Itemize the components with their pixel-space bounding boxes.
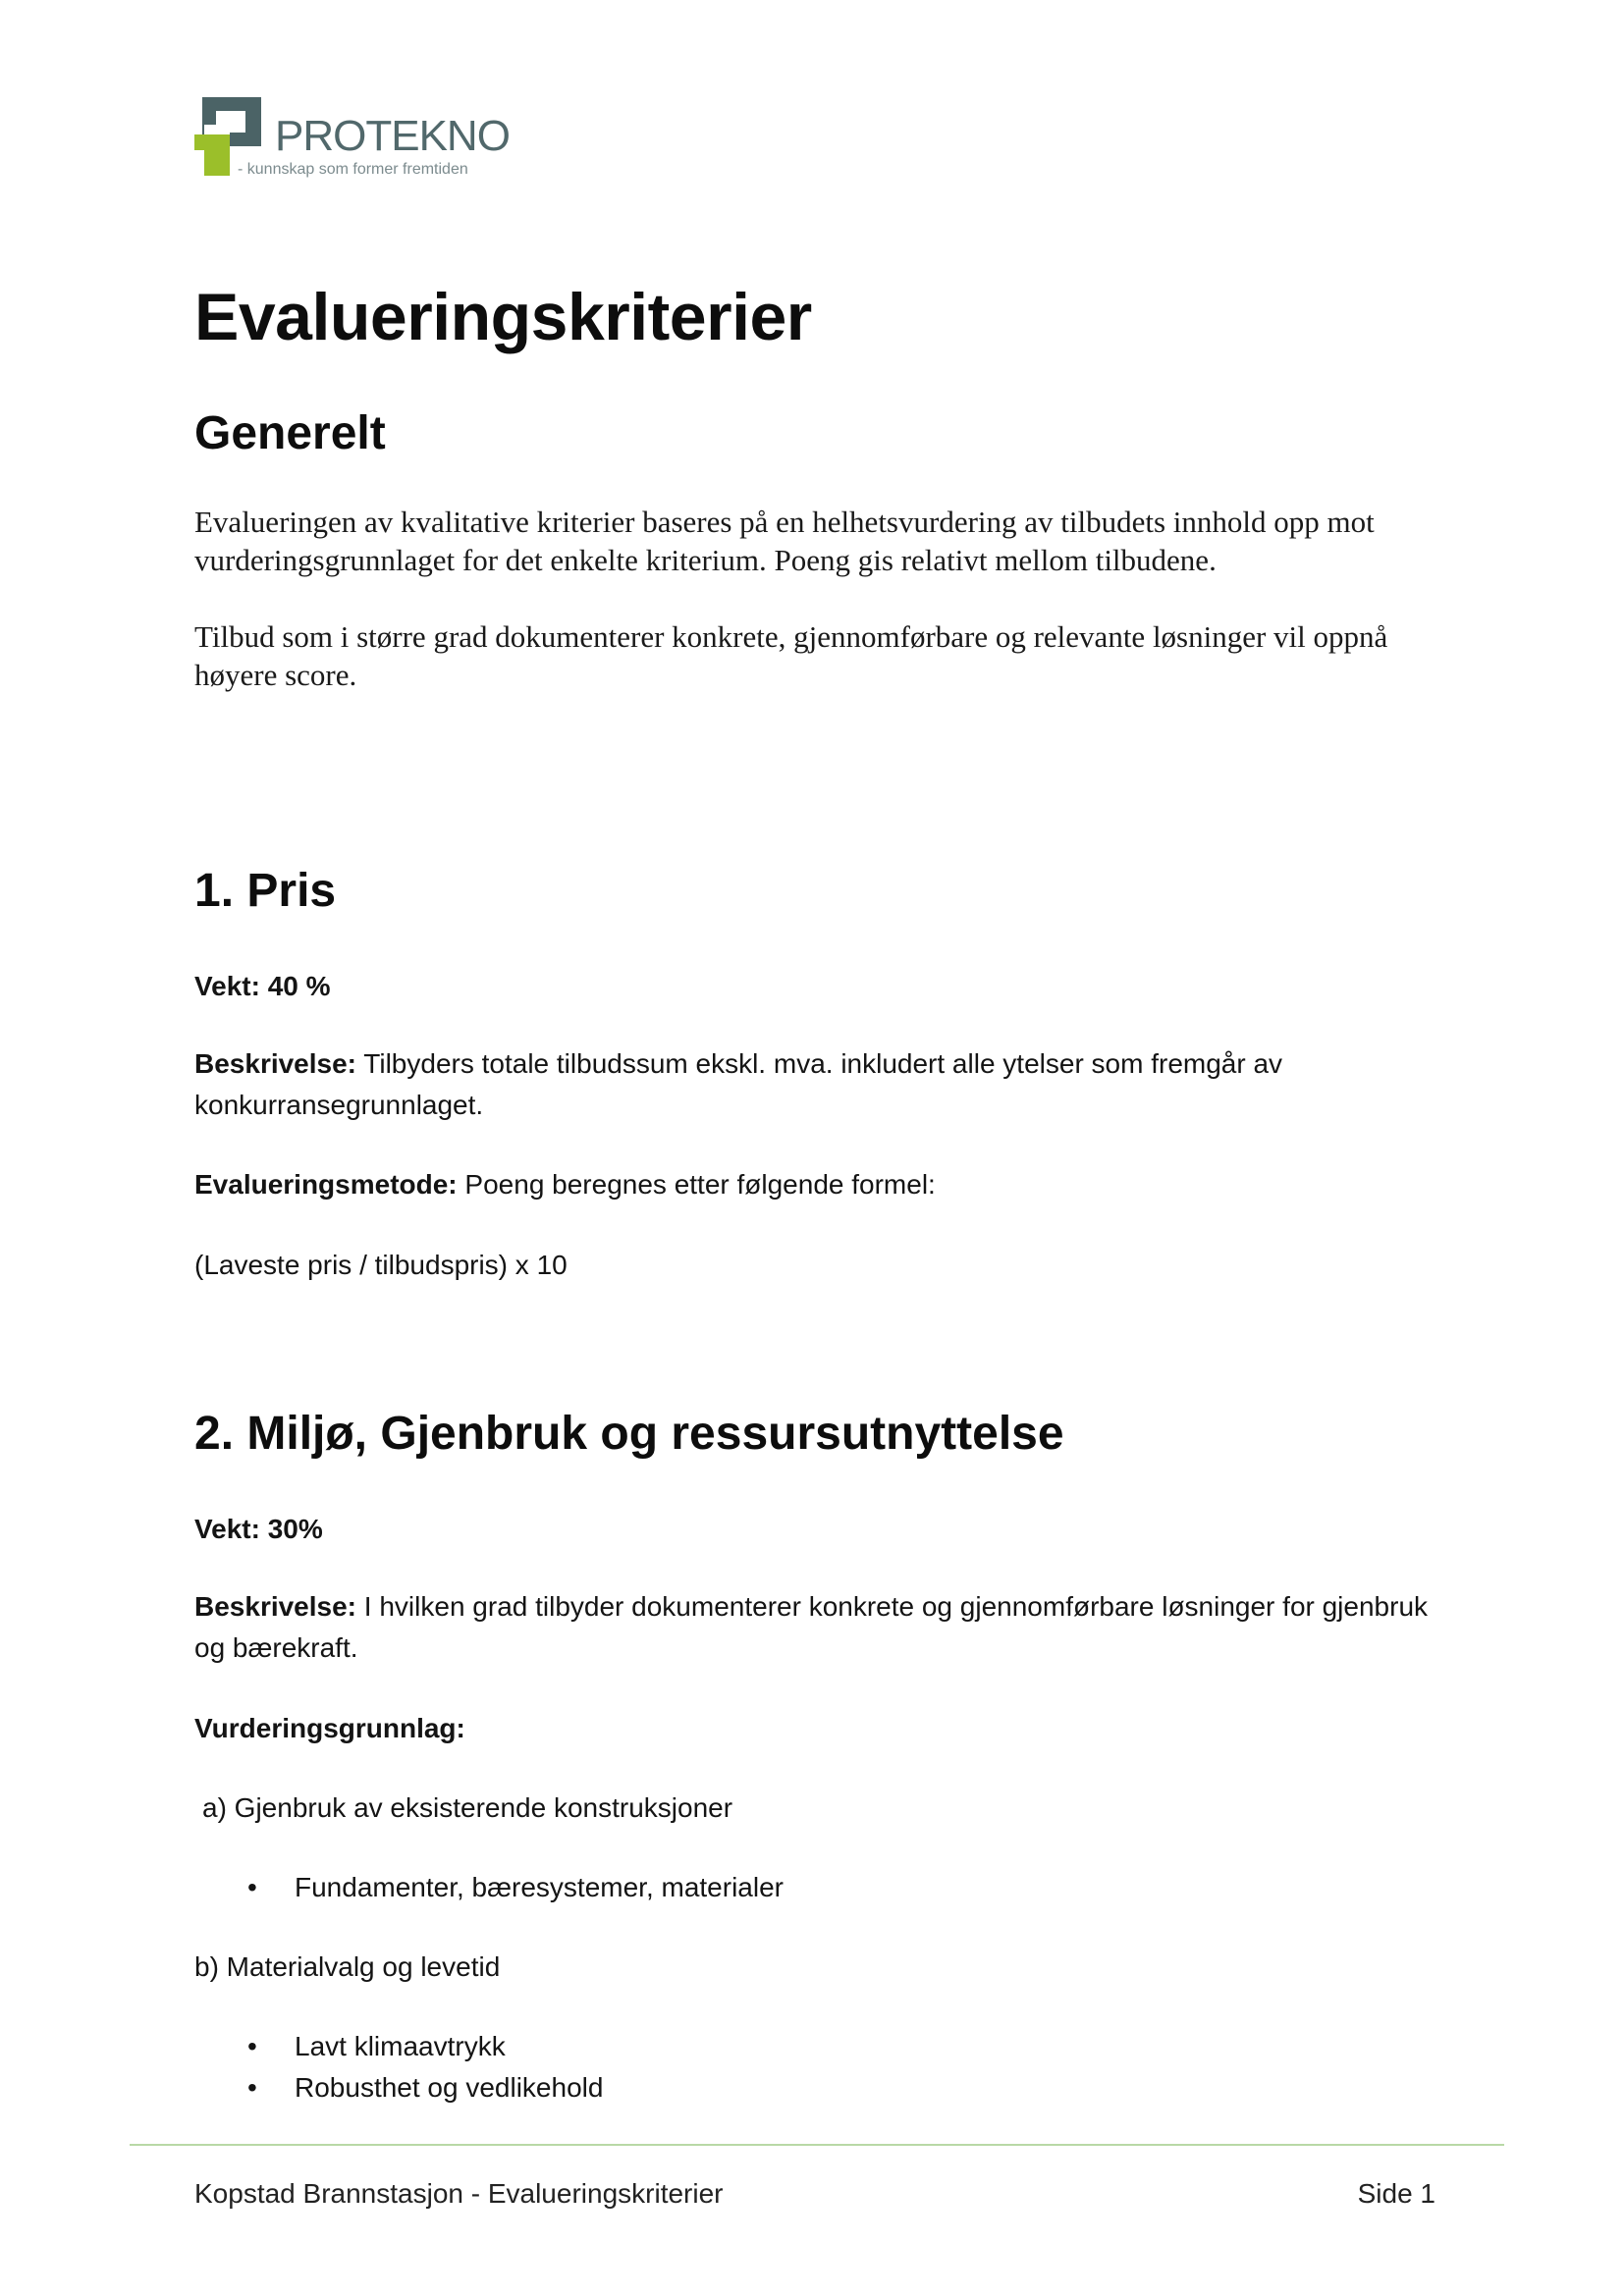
footer-document-title: Kopstad Brannstasjon - Evalueringskriterier (194, 2178, 724, 2209)
logo-wordmark: PROTEKNO (275, 112, 510, 160)
section-1-method-label: Evalueringsmetode: (194, 1169, 458, 1200)
bullet-icon: • (247, 1872, 257, 1902)
section-2-description-text: I hvilken grad tilbyder dokumenterer konkrete og gjennomførbare løsninger for gjenbruk og bærekraft. (194, 1591, 1429, 1663)
general-paragraph-2: Tilbud som i større grad dokumenterer konkrete, gjennomførbare og relevante løsninger vil oppnå høyere score. (194, 619, 1388, 692)
section-2-item-b: b) Materialvalg og levetid (194, 1951, 501, 1982)
section-2-weight-label: Vekt: 30% (194, 1514, 323, 1544)
bullet-icon: • (247, 2072, 257, 2103)
section-2-weight (194, 1509, 1432, 1550)
section-2-basis-label: Vurderingsgrunnlag: (194, 1713, 465, 1743)
section-1-heading: 1. Pris (194, 865, 337, 917)
list-item-text: Robusthet og vedlikehold (295, 2072, 604, 2103)
list-item-text: Lavt klimaavtrykk (295, 2031, 506, 2061)
general-heading: Generelt (194, 407, 386, 459)
section-1-description-text: Tilbyders totale tilbudssum ekskl. mva. inkludert alle ytelser som fremgår av konkurransegrunnlaget. (194, 1048, 1283, 1120)
bullet-icon: • (247, 2031, 257, 2061)
section-1-weight-label: Vekt: 40 % (194, 971, 331, 1001)
section-1-method-text: Poeng beregnes etter følgende formel: (464, 1169, 936, 1200)
section-1-formula: (Laveste pris / tilbudspris) x 10 (194, 1250, 568, 1280)
section-1-weight (194, 966, 1432, 1007)
general-paragraph-1: Evalueringen av kvalitative kriterier baseres på en helhetsvurdering av tilbudets innhold opp mot vurderingsgrunnlaget for det enkelte kriterium. Poeng gis relativt mellom tilbudene. (194, 505, 1375, 577)
section-2-basis (194, 1708, 1432, 1749)
section-1-description-label: Beskrivelse: (194, 1048, 357, 1079)
footer-divider (130, 2144, 1504, 2146)
section-2-item-a: a) Gjenbruk av eksisterende konstruksjoner (202, 1792, 733, 1823)
footer-page-number: Side 1 (1357, 2178, 1435, 2209)
list-item-text: Fundamenter, bæresystemer, materialer (295, 1872, 784, 1902)
section-2-description-label: Beskrivelse: (194, 1591, 357, 1622)
company-logo (194, 97, 509, 184)
section-1-method (194, 1164, 1432, 1205)
section-1-description (194, 1043, 1432, 1126)
section-2-heading: 2. Miljø, Gjenbruk og ressursutnyttelse (194, 1408, 1064, 1460)
page-title: Evalueringskriterier (194, 280, 812, 354)
section-2-description (194, 1586, 1432, 1669)
logo-tagline: - kunnskap som former fremtiden (238, 161, 468, 178)
